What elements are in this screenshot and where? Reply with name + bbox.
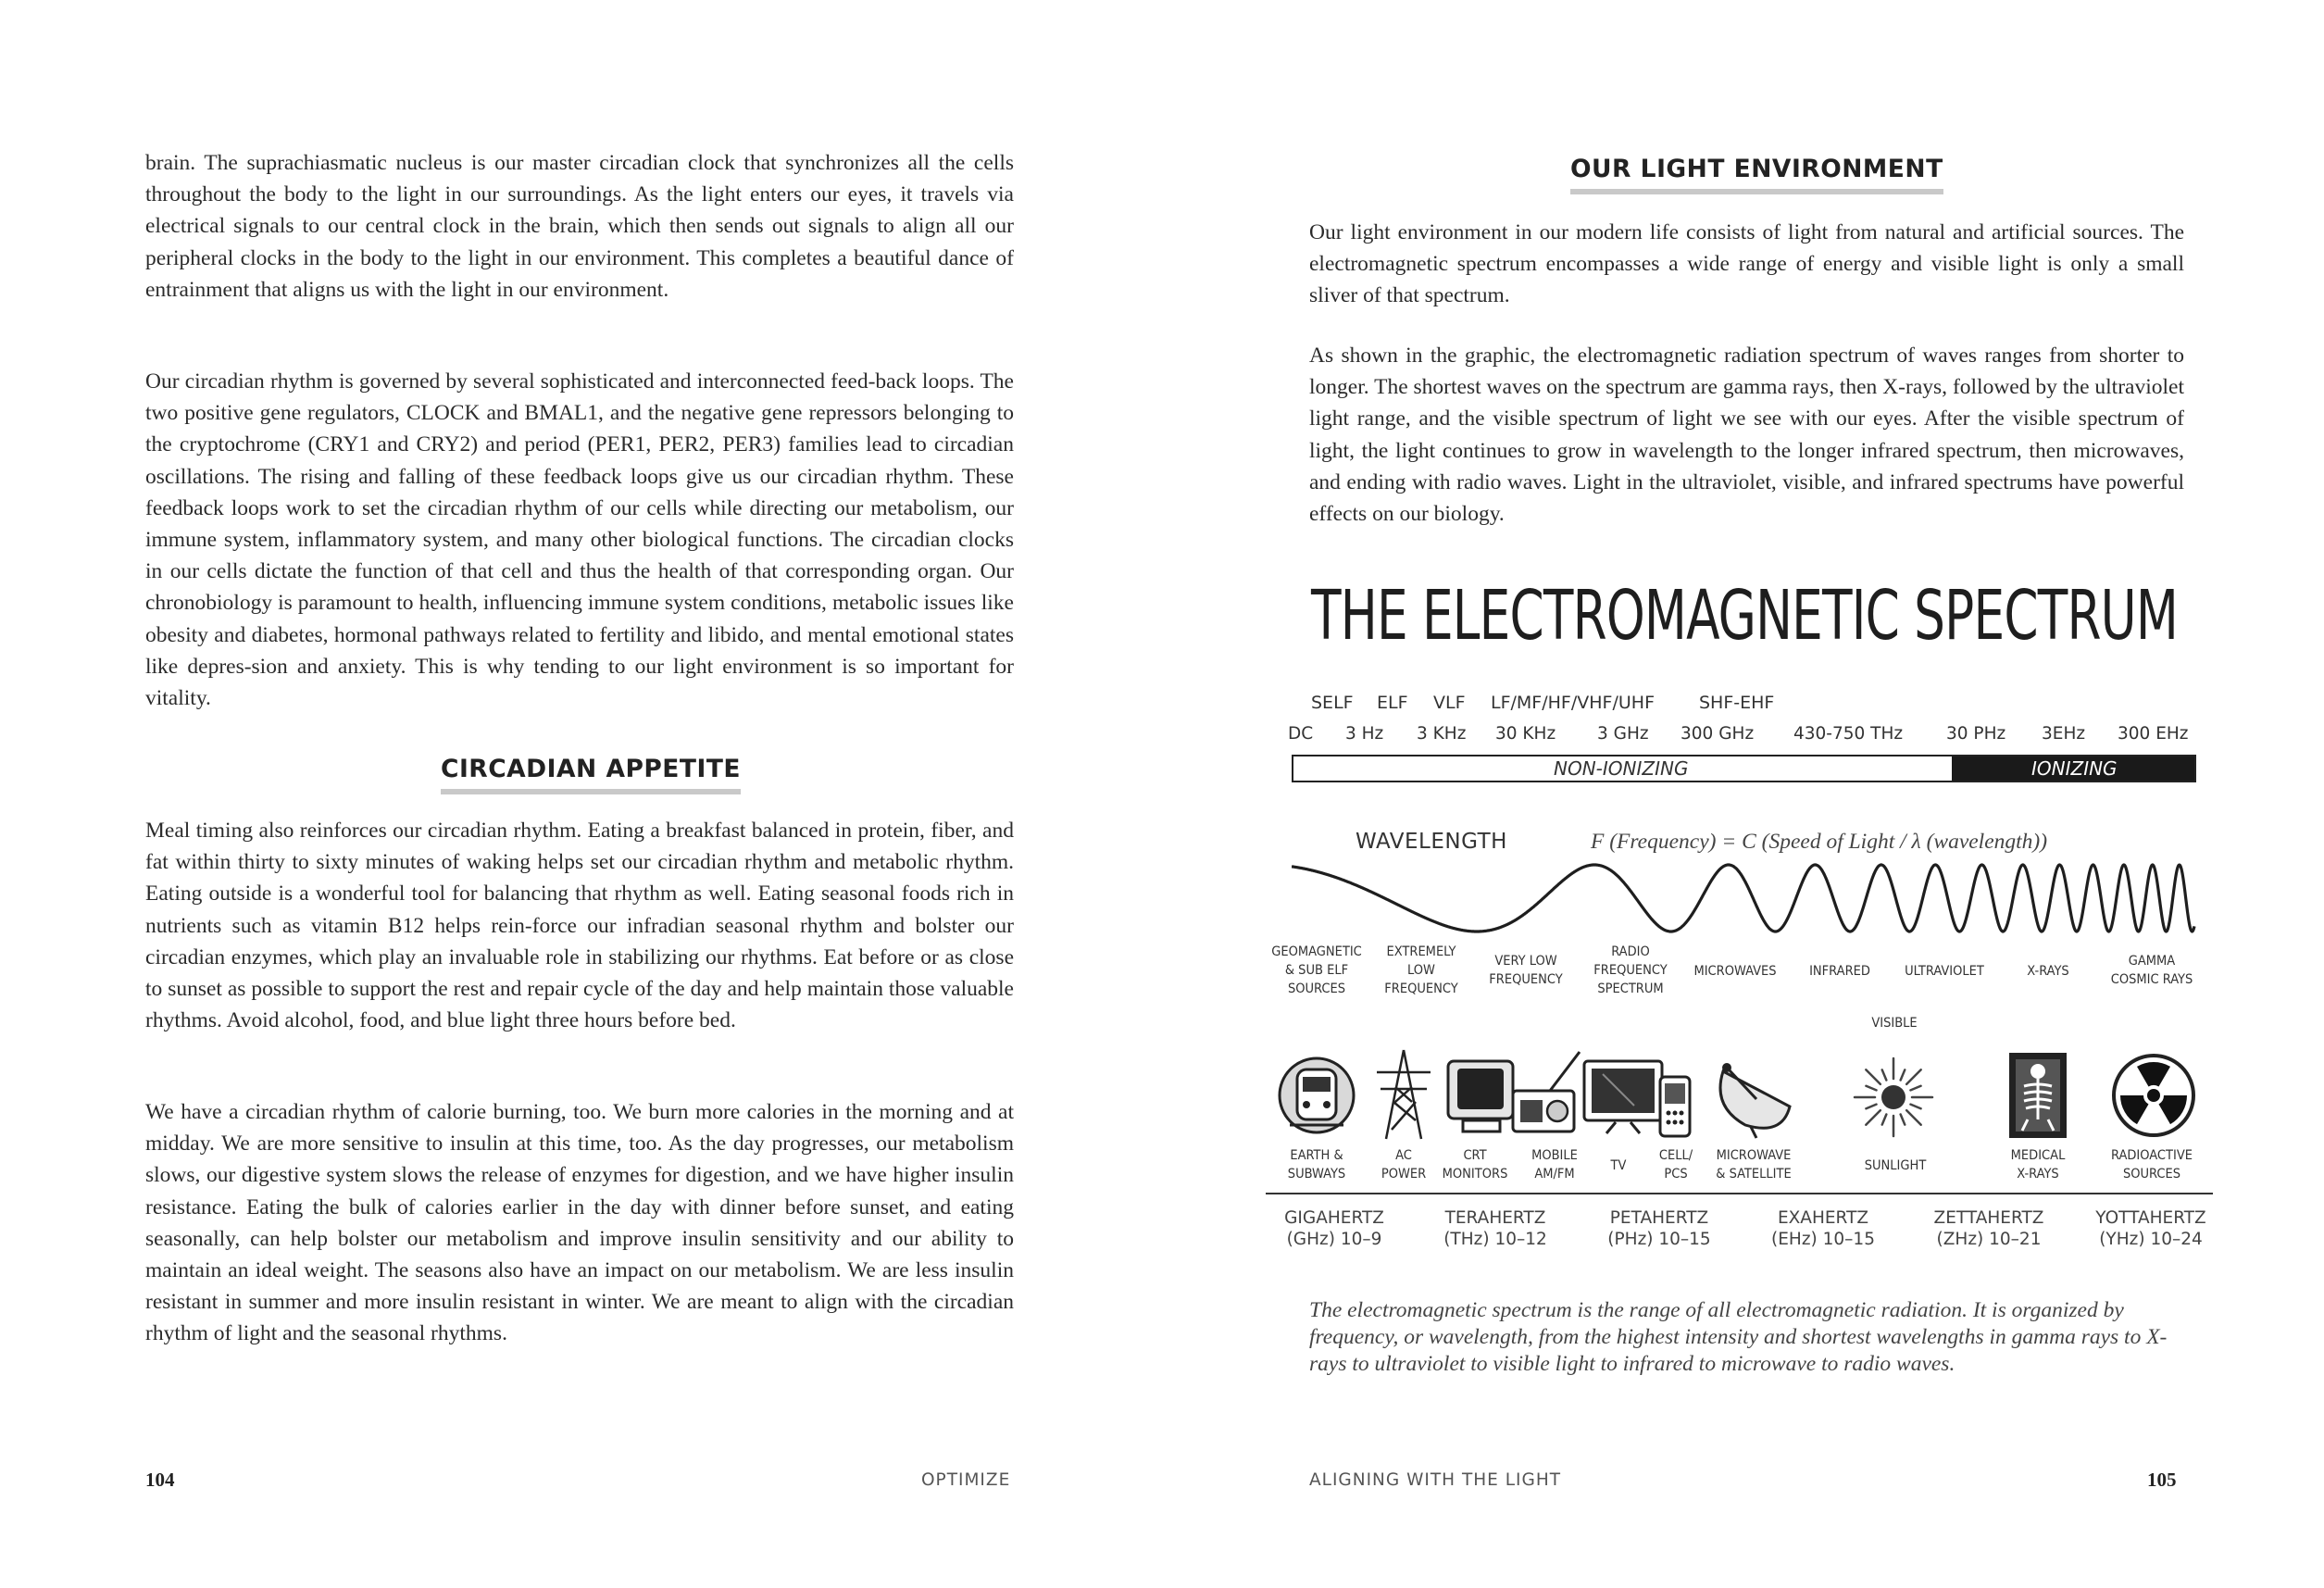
source-sunlight: SUNLIGHT — [1864, 1158, 1927, 1173]
frequency-tick: 430-750 THz — [1793, 724, 1904, 744]
paragraph-suprachiasmatic: brain. The suprachiasmatic nucleus is our master circadian clock that synchronizes all the cells throughout the body to the light in our surroundings. As the light enters our eyes, it travels via electrical signals to our central clock in the brain, which then sends out signals to align all our peripheral clocks in the body to the light in our environment. This completes a beautiful dance of entrainment that aligns us with the light in our environment. — [145, 151, 1014, 302]
spectrum-title: THE ELECTROMAGNETIC SPECTRUM — [1311, 576, 2179, 656]
frequency-tick: DC — [1288, 724, 1314, 744]
category-geomagnetic: GEOMAGNETIC & SUB ELF SOURCES — [1271, 944, 1362, 996]
radiation-icon — [2109, 1051, 2198, 1140]
source-medical-xrays: MEDICAL X-RAYS — [2010, 1148, 2066, 1182]
paragraph-feedback-loops: Our circadian rhythm is governed by several sophisticated and interconnected feed-back loops. The two positive gene regulators, CLOCK and BMAL1, and the negative gene repressors belonging to the cryptochrome (CRY1 and CRY2) and period (PER1, PER2, PER3) families lead to circadian oscillations. The rising and falling of these feedback loops give us our circadian rhythm. These feedback loops work to set the circadian rhythm of our cells while directing our metabolism, our immune system, inflammatory system, and many other biological functions. The circadian clocks in our cells dictate the function of that cell and thus the health of that corresponding organ. Our chronobiology is paramount to health, influencing immune system conditions, metabolic issues like obesity and diabetes, hormonal pathways related to fertility and libido, and mental emotional states like depres-sion and anxiety. This is why tending to our light environment is so important for vitality. — [145, 369, 1014, 711]
band-label: SHF-EHF — [1699, 693, 1775, 713]
paragraph-light-environment: Our light environment in our modern life consists of light from natural and artificial sources. The electromagnetic spectrum encompasses a wide range of energy and visible light is only a small sliver of that spectrum. — [1309, 220, 2184, 308]
category-radio: RADIO FREQUENCY SPECTRUM — [1593, 944, 1668, 996]
paragraph-calorie-burning: We have a circadian rhythm of calorie burning, too. We burn more calories in the morning and at midday. We are more sensitive to insulin at this time, too. As the day progresses, our metabolism slows, our digestive system slows the release of enzymes for digestion, and we have higher insulin resistance. Eating the bulk of calories earlier in the day with dinner before sunset, and eating seasonally, can help bolster our metabolism and improve insulin sensitivity and our ability to maintain an ideal weight. The seasons also have an impact on our metabolism. We are less insulin resistant in summer and more insulin resistant in winter. We are meant to align with the circadian rhythm of light and the seasonal rhythms. — [145, 1100, 1014, 1346]
unit-petahertz: PETAHERTZ (PHz) 10–15 — [1607, 1208, 1711, 1249]
radio-icon — [1509, 1048, 1583, 1139]
heading-light-environment: OUR LIGHT ENVIRONMENT — [1570, 155, 1943, 194]
right-page — [1162, 0, 2324, 1588]
ionizing-label: IONIZING — [2031, 757, 2118, 780]
running-head: ALIGNING WITH THE LIGHT — [1309, 1470, 1562, 1490]
visible-label: VISIBLE — [1871, 1016, 1918, 1031]
source-crt-monitors: CRT MONITORS — [1442, 1148, 1508, 1182]
unit-terahertz: TERAHERTZ (THz) 10–12 — [1443, 1208, 1547, 1249]
spectrum-caption: The electromagnetic spectrum is the range of all electromagnetic radiation. It is organized by frequency, or wavelength, from the highest intensity and shortest wavelengths in gamma rays to X-rays to ultraviolet to visible light to infrared to microwave to radio waves. — [1309, 1298, 2168, 1376]
frequency-tick: 300 GHz — [1681, 724, 1755, 744]
unit-yottahertz: YOTTAHERTZ (YHz) 10–24 — [2095, 1208, 2206, 1249]
power-tower-icon — [1373, 1046, 1434, 1143]
satellite-dish-icon — [1705, 1051, 1797, 1140]
category-microwaves: MICROWAVES — [1693, 964, 1777, 979]
scale-divider — [1266, 1193, 2213, 1194]
unit-exahertz: EXAHERTZ (EHz) 10–15 — [1771, 1208, 1875, 1249]
frequency-tick: 3 KHz — [1417, 724, 1467, 744]
cell-phone-icon — [1657, 1074, 1693, 1139]
paragraph-meal-timing: Meal timing also reinforces our circadian rhythm. Eating a breakfast balanced in protein, fiber, and fat within thirty to sixty minutes of waking helps set our circadian rhythm and metabolic rhythm. Eating outside is a wonderful tool for balancing that rhythm as well. Eating seasonal foods rich in nutrients such as vitamin B12 helps rein-force our infradian seasonal rhythm and bolster our circadian enzymes, which play an invaluable role in stabilizing our rhythms. Eat before or as close to sunset as possible to support the rest and repair cycle of the day and help maintain those valuable rhythms. Avoid alcohol, food, and blue light three hours before bed. — [145, 819, 1014, 1033]
subway-train-icon — [1277, 1051, 1356, 1140]
frequency-tick: 3 GHz — [1597, 724, 1649, 744]
source-ac-power: AC POWER — [1381, 1148, 1427, 1182]
band-label: VLF — [1433, 693, 1466, 713]
wave-graphic — [1292, 852, 2199, 944]
tv-icon — [1579, 1054, 1668, 1137]
sun-icon — [1847, 1051, 1940, 1144]
frequency-formula: F (Frequency) = C (Speed of Light / λ (wavelength)) — [1591, 830, 2048, 854]
page-number: 104 — [145, 1469, 175, 1491]
source-mobile-am-fm: MOBILE AM/FM — [1531, 1148, 1578, 1182]
source-radioactive: RADIOACTIVE SOURCES — [2110, 1148, 2193, 1182]
frequency-tick: 30 PHz — [1946, 724, 2006, 744]
category-vlf: VERY LOW FREQUENCY — [1489, 954, 1563, 987]
paragraph-spectrum-description: As shown in the graphic, the electromagnetic radiation spectrum of waves ranges from shorter to longer. The shortest waves on the spectrum are gamma rays, then X-rays, followed by the ultraviolet light range, and the visible spectrum of light we see with our eyes. After the visible spectrum of light, the light continues to grow in wavelength to the longer infrared spectrum, then microwaves, and ending with radio waves. Light in the ultraviolet, visible, and infrared spectrums have powerful effects on our biology. — [1309, 344, 2184, 527]
band-label: ELF — [1377, 693, 1408, 713]
band-label: SELF — [1311, 693, 1354, 713]
frequency-tick: 3 Hz — [1345, 724, 1384, 744]
page-number: 105 — [2147, 1469, 2177, 1491]
category-gamma: GAMMA COSMIC RAYS — [2110, 954, 2193, 987]
unit-zettahertz: ZETTAHERTZ (ZHz) 10–21 — [1933, 1208, 2044, 1249]
running-head: OPTIMIZE — [921, 1470, 1011, 1490]
category-elf: EXTREMELY LOW FREQUENCY — [1384, 944, 1458, 996]
source-cell-pcs: CELL/ PCS — [1658, 1148, 1693, 1182]
xray-icon — [2007, 1051, 2068, 1140]
category-xrays: X-RAYS — [2027, 964, 2069, 979]
source-tv: TV — [1610, 1158, 1627, 1173]
band-label: LF/MF/HF/VHF/UHF — [1491, 693, 1655, 713]
frequency-tick: 30 KHz — [1495, 724, 1556, 744]
wavelength-label: WAVELENGTH — [1356, 830, 1507, 854]
category-infrared: INFRARED — [1809, 964, 1870, 979]
heading-circadian-appetite: CIRCADIAN APPETITE — [441, 755, 741, 794]
source-earth-subways: EARTH & SUBWAYS — [1287, 1148, 1346, 1182]
source-microwave-satellite: MICROWAVE & SATELLITE — [1716, 1148, 1792, 1182]
frequency-tick: 3EHz — [2042, 724, 2086, 744]
category-ultraviolet: ULTRAVIOLET — [1905, 964, 1984, 979]
frequency-tick: 300 EHz — [2118, 724, 2189, 744]
non-ionizing-label: NON-IONIZING — [1554, 757, 1689, 780]
unit-gigahertz: GIGAHERTZ (GHz) 10–9 — [1284, 1208, 1384, 1249]
